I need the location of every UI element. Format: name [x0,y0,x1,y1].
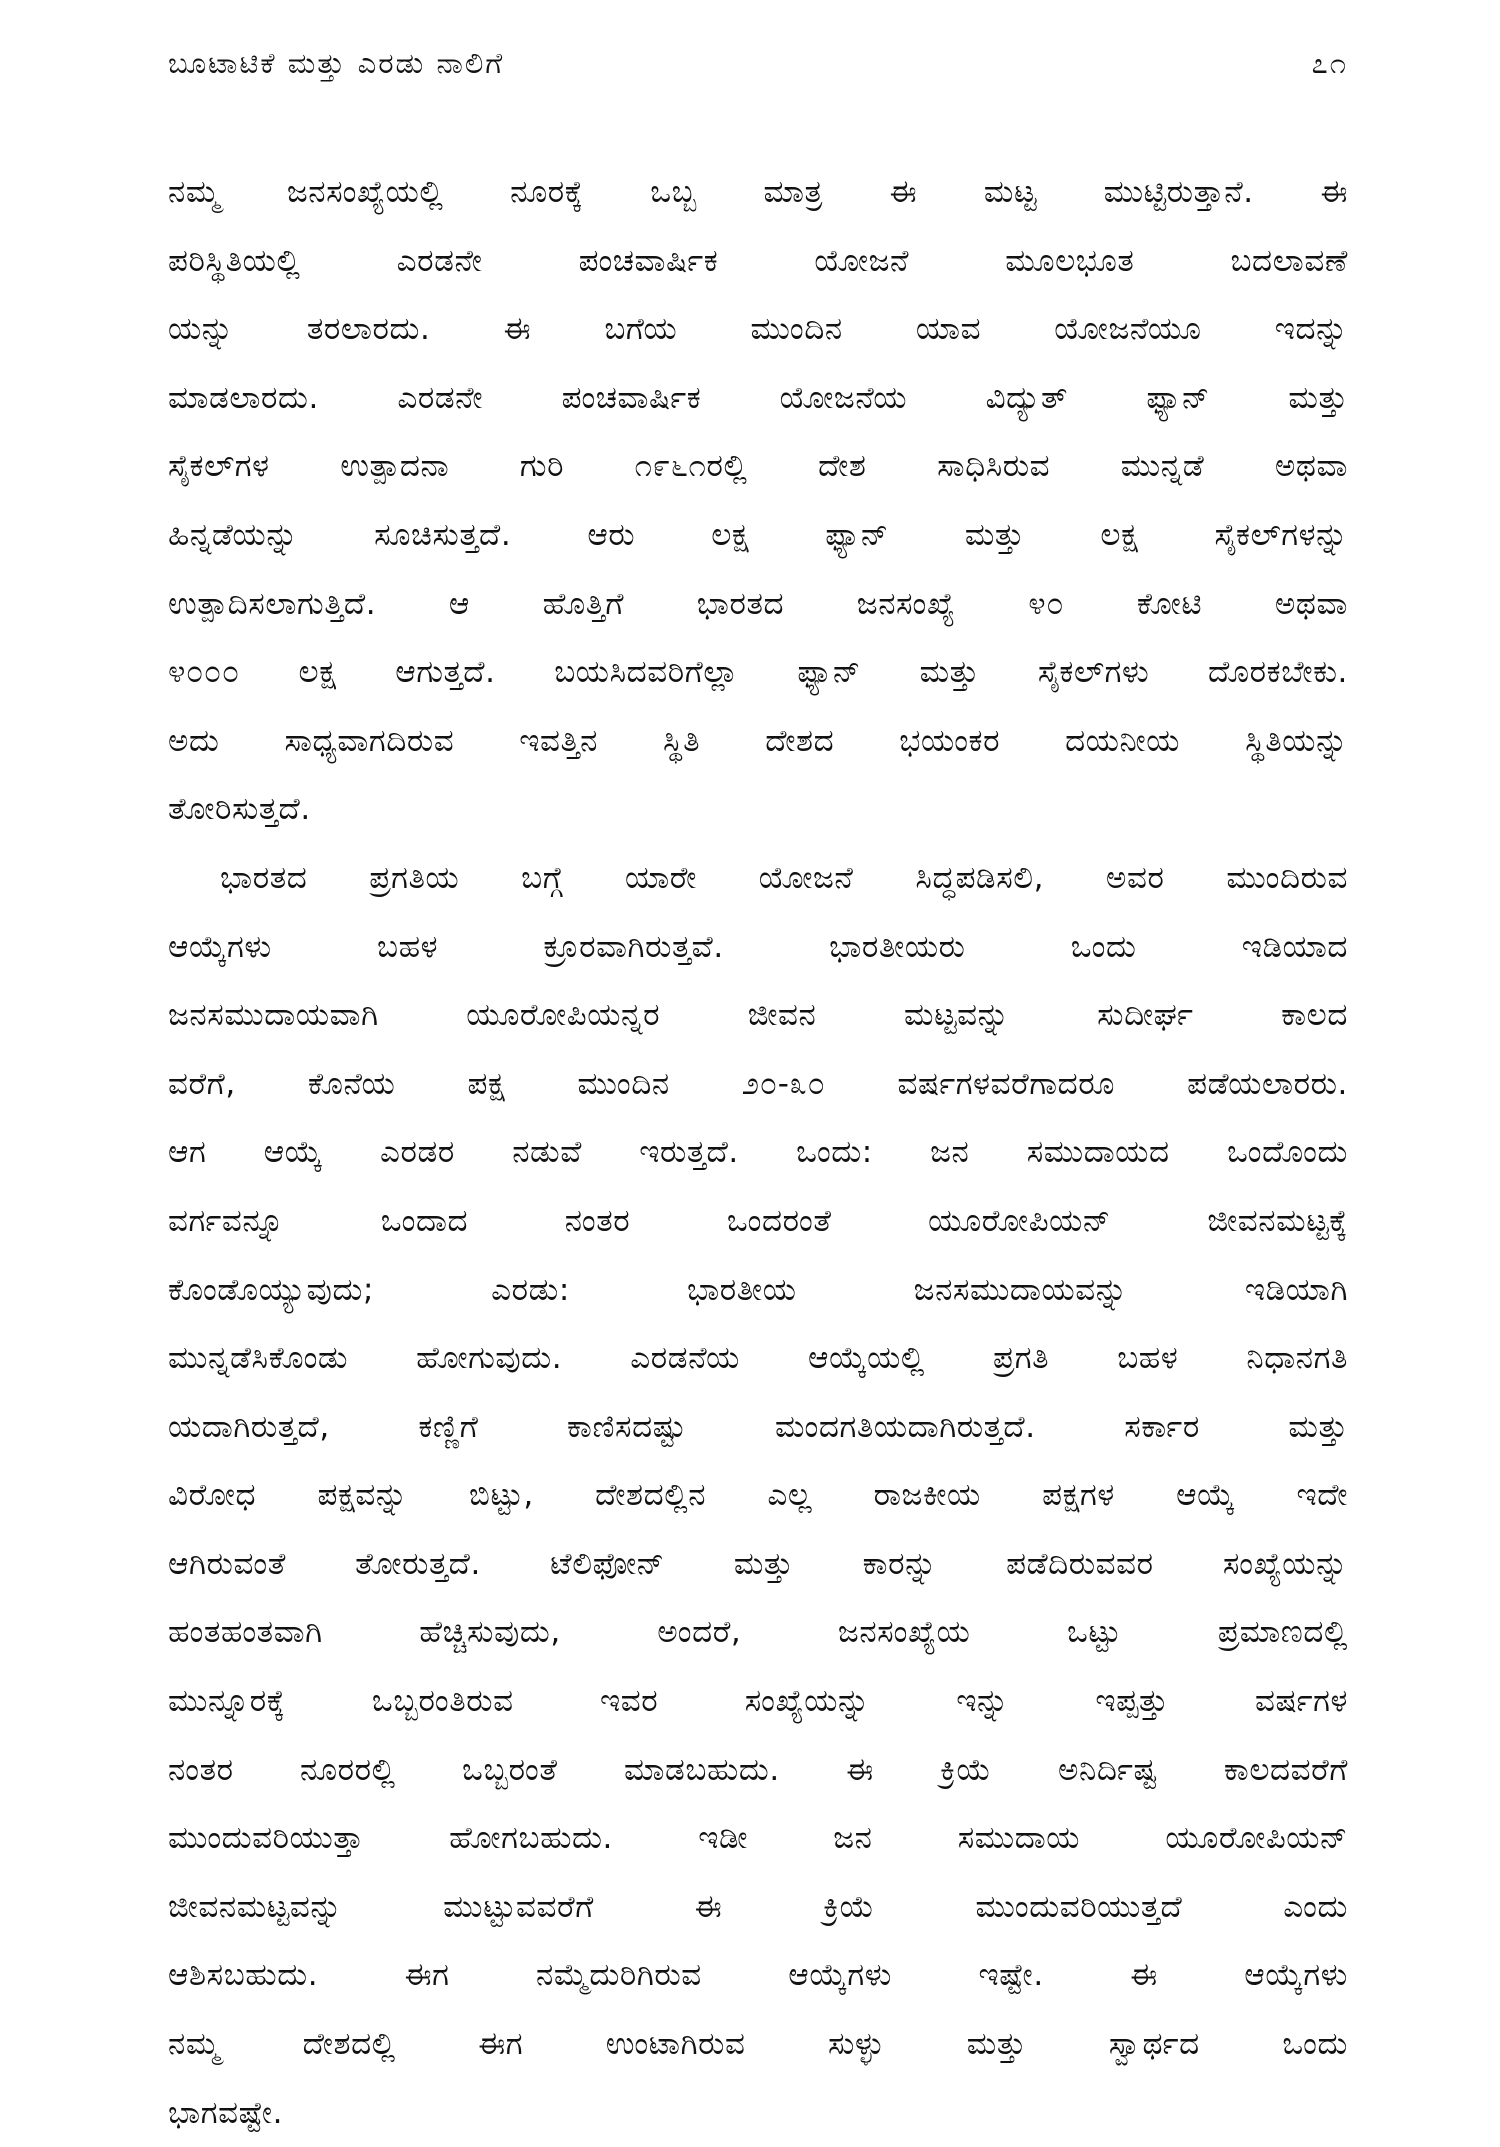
body-text [168,158,1348,2147]
text-line: ಹಂತಹಂತವಾಗಿ ಹೆಚ್ಚಿಸುವುದು, ಅಂದರೆ, ಜನಸಂಖ್ಯೆಯ ಒಟ್ಟು ಪ್ರಮಾಣದಲ್ಲಿ [168,1614,1348,1651]
text-line: ಆಯ್ಕೆಗಳು ಬಹಳ ಕ್ರೂರವಾಗಿರುತ್ತವೆ. ಭಾರತೀಯರು ಒಂದು ಇಡಿಯಾದ [168,928,1348,965]
text-line: ವರೆಗೆ, ಕೊನೆಯ ಪಕ್ಷ ಮುಂದಿನ ೨೦-೩೦ ವರ್ಷಗಳವರೆಗಾದರೂ ಪಡೆಯಲಾರರು. [168,1065,1348,1102]
text-line: ಭಾಗವಷ್ಟೇ. [168,2094,284,2131]
text-line: ನಂತರ ನೂರರಲ್ಲಿ ಒಬ್ಬರಂತೆ ಮಾಡಬಹುದು. ಈ ಕ್ರಿಯೆ ಅನಿರ್ದಿಷ್ಟ ಕಾಲದವರೆಗೆ [168,1751,1348,1788]
text-line: ಹಿನ್ನಡೆಯನ್ನು ಸೂಚಿಸುತ್ತದೆ. ಆರು ಲಕ್ಷ ಫ್ಯಾನ್ ಮತ್ತು ಲಕ್ಷ ಸೈಕಲ್‌ಗಳನ್ನು [168,516,1348,553]
running-title: ಬೂಟಾಟಿಕೆ ಮತ್ತು ಎರಡು ನಾಲಿಗೆ [168,46,505,80]
text-line: ತೋರಿಸುತ್ತದೆ. [168,791,311,828]
text-line: ಮಾಡಲಾರದು. ಎರಡನೇ ಪಂಚವಾರ್ಷಿಕ ಯೋಜನೆಯ ವಿದ್ಯುತ್ ಫ್ಯಾನ್ ಮತ್ತು [168,379,1348,416]
page-number: ೭೧ [1311,46,1348,80]
text-line: ಭಾರತದ ಪ್ರಗತಿಯ ಬಗ್ಗೆ ಯಾರೇ ಯೋಜನೆ ಸಿದ್ಧಪಡಿಸಲಿ, ಅವರ ಮುಂದಿರುವ [220,859,1348,896]
paragraph [168,158,1348,844]
text-line: ಮುಂದುವರಿಯುತ್ತಾ ಹೋಗಬಹುದು. ಇಡೀ ಜನ ಸಮುದಾಯ ಯೂರೋಪಿಯನ್ [168,1820,1348,1857]
paragraph [168,844,1348,2147]
text-line: ಆಶಿಸಬಹುದು. ಈಗ ನಮ್ಮೆದುರಿಗಿರುವ ಆಯ್ಕೆಗಳು ಇಷ್ಟೇ. ಈ ಆಯ್ಕೆಗಳು [168,1957,1348,1994]
text-line: ಪರಿಸ್ಥಿತಿಯಲ್ಲಿ ಎರಡನೇ ಪಂಚವಾರ್ಷಿಕ ಯೋಜನೆ ಮೂಲಭೂತ ಬದಲಾವಣೆ [168,242,1348,279]
text-line: ವರ್ಗವನ್ನೂ ಒಂದಾದ ನಂತರ ಒಂದರಂತೆ ಯೂರೋಪಿಯನ್ ಜೀವನಮಟ್ಟಕ್ಕೆ [168,1202,1348,1239]
text-line: ಯದಾಗಿರುತ್ತದೆ, ಕಣ್ಣಿಗೆ ಕಾಣಿಸದಷ್ಟು ಮಂದಗತಿಯದಾಗಿರುತ್ತದೆ. ಸರ್ಕಾರ ಮತ್ತು [168,1408,1348,1445]
text-line: ಸೈಕಲ್‌ಗಳ ಉತ್ಪಾದನಾ ಗುರಿ ೧೯೬೧ರಲ್ಲಿ ದೇಶ ಸಾಧಿಸಿರುವ ಮುನ್ನಡೆ ಅಥವಾ [168,448,1348,485]
text-line: ಜೀವನಮಟ್ಟವನ್ನು ಮುಟ್ಟುವವರೆಗೆ ಈ ಕ್ರಿಯೆ ಮುಂದುವರಿಯುತ್ತದೆ ಎಂದು [168,1888,1348,1925]
text-line: ಆಗ ಆಯ್ಕೆ ಎರಡರ ನಡುವೆ ಇರುತ್ತದೆ. ಒಂದು: ಜನ ಸಮುದಾಯದ ಒಂದೊಂದು [168,1134,1348,1171]
text-line: ಮುನ್ನಡೆಸಿಕೊಂಡು ಹೋಗುವುದು. ಎರಡನೆಯ ಆಯ್ಕೆಯಲ್ಲಿ ಪ್ರಗತಿ ಬಹಳ ನಿಧಾನಗತಿ [168,1340,1348,1377]
text-line: ಜನಸಮುದಾಯವಾಗಿ ಯೂರೋಪಿಯನ್ನರ ಜೀವನ ಮಟ್ಟವನ್ನು ಸುದೀರ್ಘ ಕಾಲದ [168,997,1348,1034]
text-line: ಅದು ಸಾಧ್ಯವಾಗದಿರುವ ಇವತ್ತಿನ ಸ್ಥಿತಿ ದೇಶದ ಭಯಂಕರ ದಯನೀಯ ಸ್ಥಿತಿಯನ್ನು [168,722,1348,759]
text-line: ಆಗಿರುವಂತೆ ತೋರುತ್ತದೆ. ಟೆಲಿಫೋನ್ ಮತ್ತು ಕಾರನ್ನು ಪಡೆದಿರುವವರ ಸಂಖ್ಯೆಯನ್ನು [168,1545,1348,1582]
text-line: ನಮ್ಮ ದೇಶದಲ್ಲಿ ಈಗ ಉಂಟಾಗಿರುವ ಸುಳ್ಳು ಮತ್ತು ಸ್ವಾರ್ಥದ ಒಂದು [168,2026,1348,2063]
text-line: ನಮ್ಮ ಜನಸಂಖ್ಯೆಯಲ್ಲಿ ನೂರಕ್ಕೆ ಒಬ್ಬ ಮಾತ್ರ ಈ ಮಟ್ಟ ಮುಟ್ಟಿರುತ್ತಾನೆ. ಈ [168,174,1348,210]
text-line: ೪೦೦೦ ಲಕ್ಷ ಆಗುತ್ತದೆ. ಬಯಸಿದವರಿಗೆಲ್ಲಾ ಫ್ಯಾನ್ ಮತ್ತು ಸೈಕಲ್‌ಗಳು ದೊರಕಬೇಕು. [168,654,1348,691]
running-header [168,38,1348,98]
text-line: ಯನ್ನು ತರಲಾರದು. ಈ ಬಗೆಯ ಮುಂದಿನ ಯಾವ ಯೋಜನೆಯೂ ಇದನ್ನು [168,311,1348,348]
text-line: ಉತ್ಪಾದಿಸಲಾಗುತ್ತಿದೆ. ಆ ಹೊತ್ತಿಗೆ ಭಾರತದ ಜನಸಂಖ್ಯೆ ೪೦ ಕೋಟಿ ಅಥವಾ [168,585,1348,622]
text-line: ಕೊಂಡೊಯ್ಯುವುದು; ಎರಡು: ಭಾರತೀಯ ಜನಸಮುದಾಯವನ್ನು ಇಡಿಯಾಗಿ [168,1271,1348,1308]
text-line: ಮುನ್ನೂರಕ್ಕೆ ಒಬ್ಬರಂತಿರುವ ಇವರ ಸಂಖ್ಯೆಯನ್ನು ಇನ್ನು ಇಪ್ಪತ್ತು ವರ್ಷಗಳ [168,1683,1348,1720]
text-line: ವಿರೋಧ ಪಕ್ಷವನ್ನು ಬಿಟ್ಟು, ದೇಶದಲ್ಲಿನ ಎಲ್ಲ ರಾಜಕೀಯ ಪಕ್ಷಗಳ ಆಯ್ಕೆ ಇದೇ [168,1477,1348,1514]
